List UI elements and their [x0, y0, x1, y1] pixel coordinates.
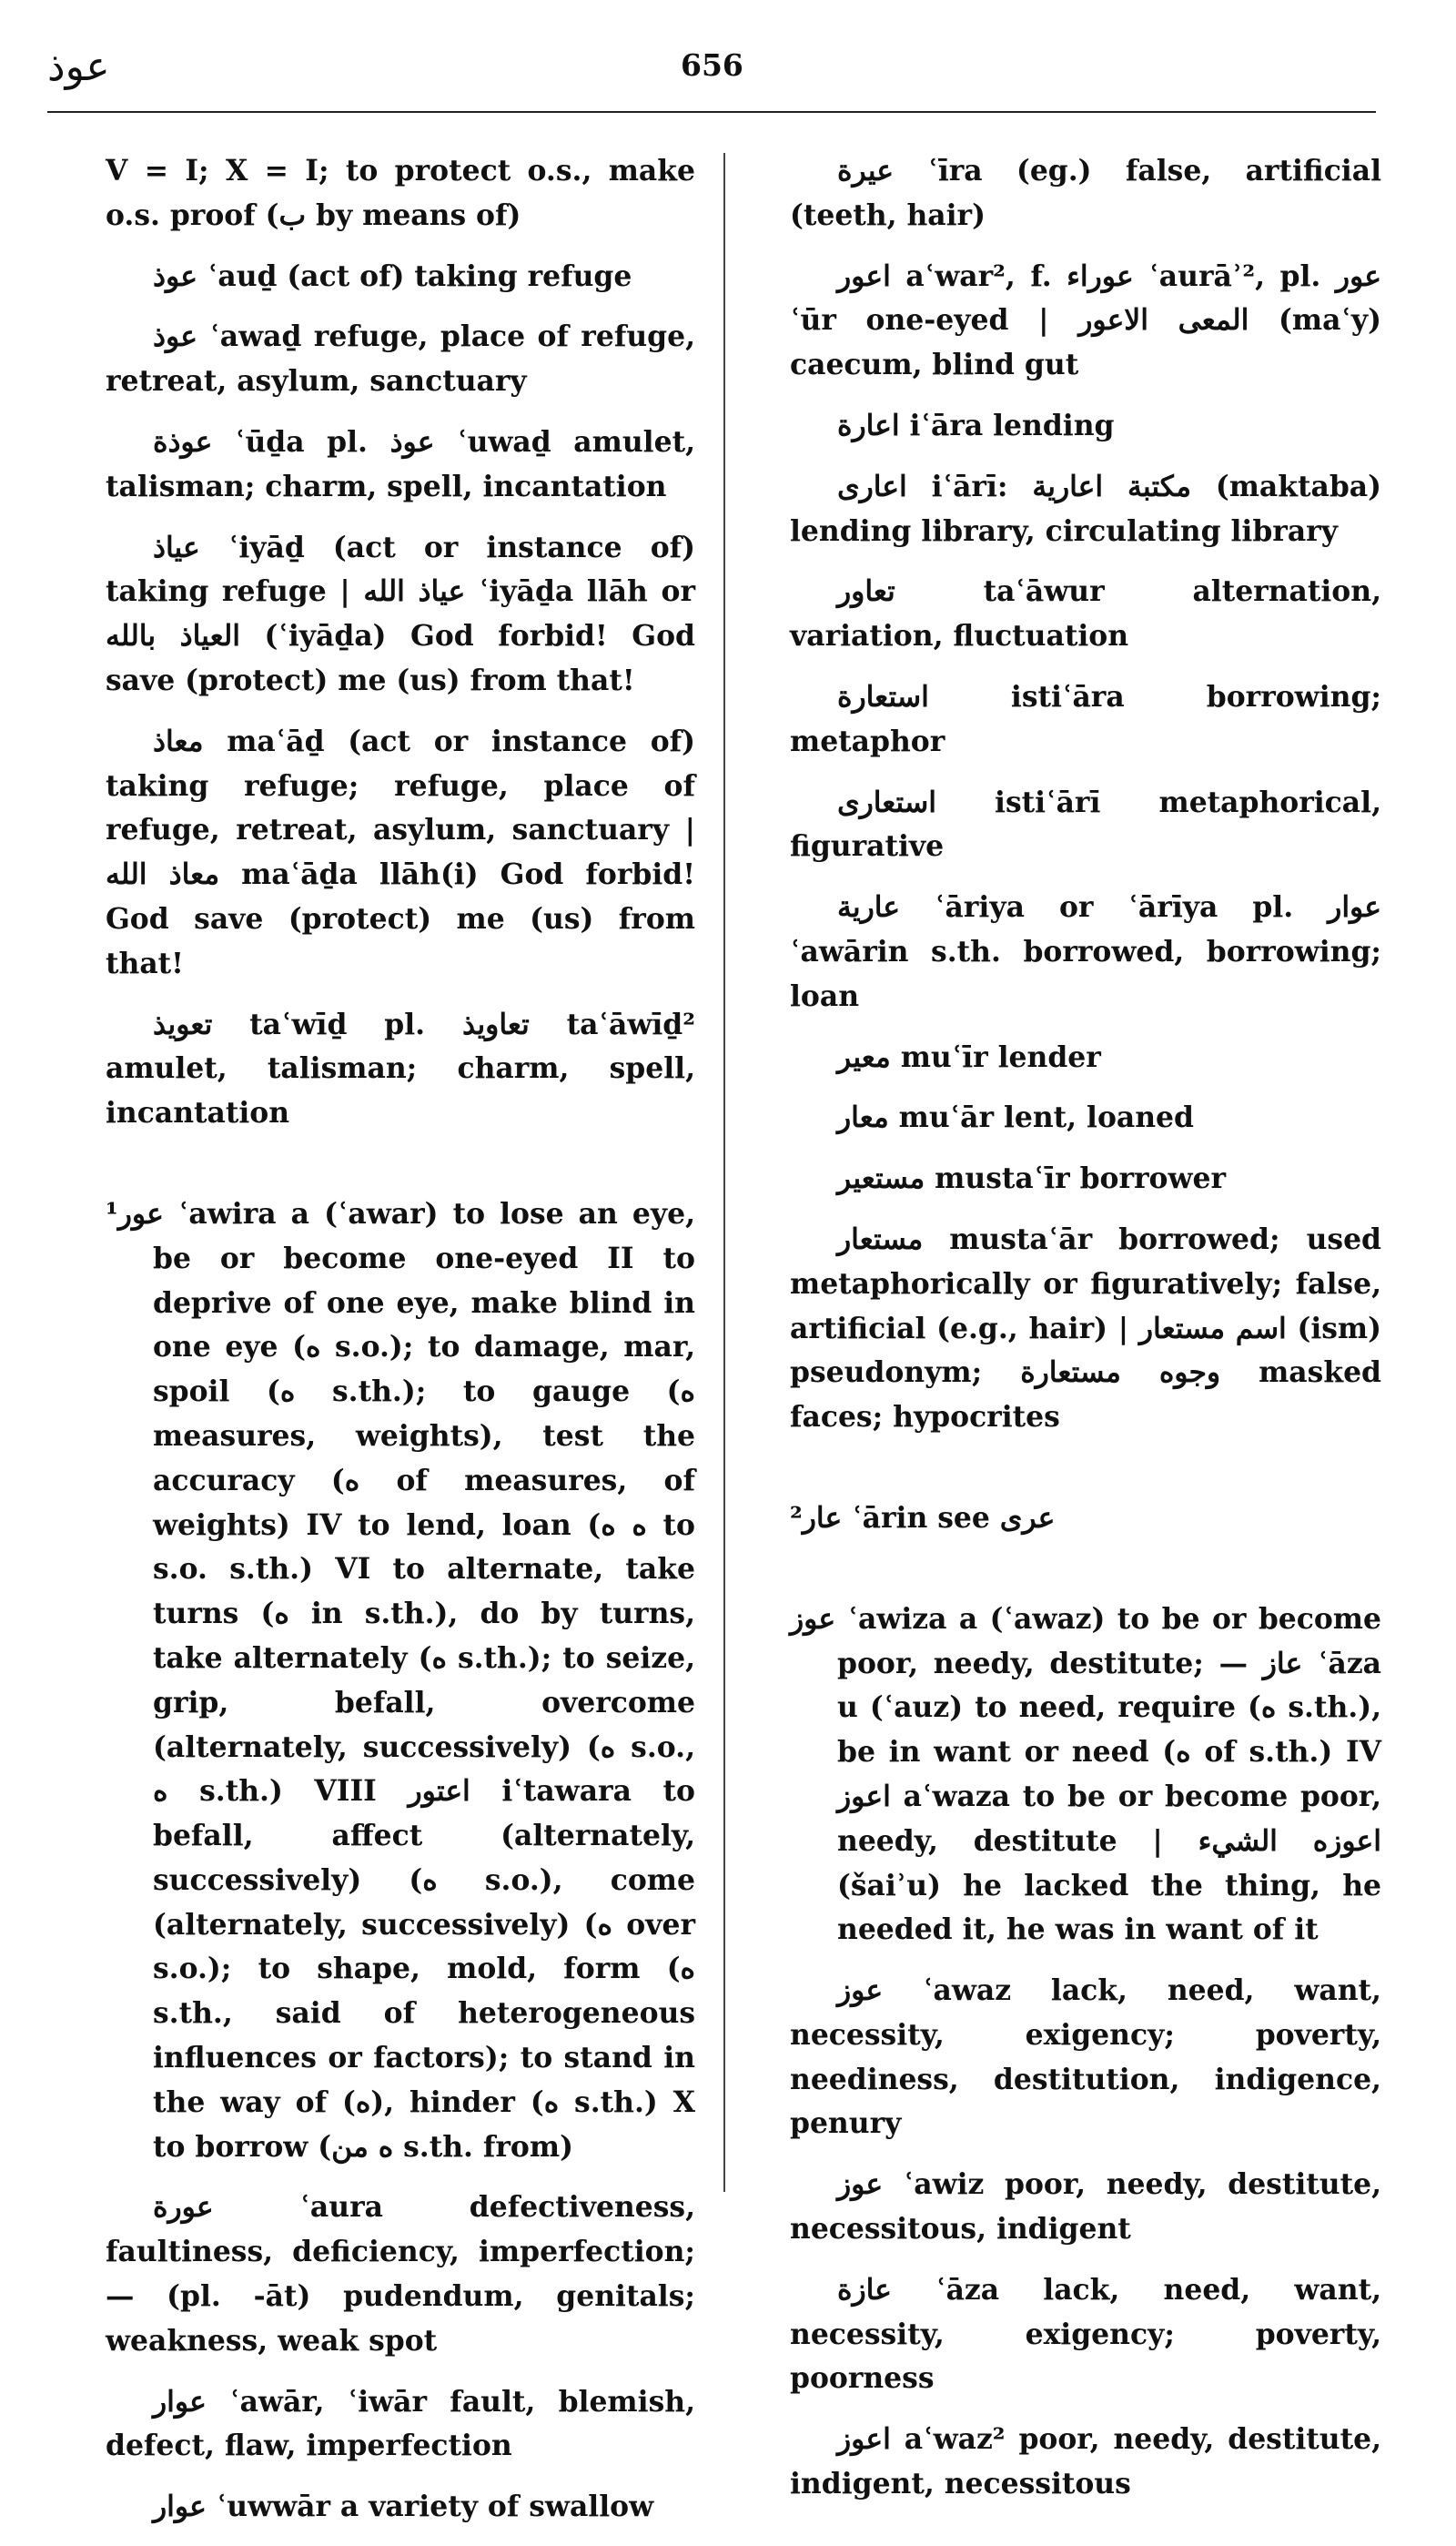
derived-entry: معار muʿār lent, loaned — [837, 1101, 1194, 1135]
column-divider — [723, 153, 725, 2192]
derived-entry: تعاور taʿāwur alternation, variation, fluctuation — [790, 575, 1381, 654]
derived-entry: اعارة iʿāra lending — [837, 409, 1115, 442]
header-rule — [47, 111, 1376, 113]
header-root-word: عوذ — [47, 44, 110, 90]
root-entry: ¹عور ʿawira a (ʿawar) to lose an eye, be or become one-eyed II to deprive of one eye, make blind in one eye (ه s.o.); to damage, mar, spoil (ه s.th.); to gauge (ه measures, weights), test the accuracy (ه of measures, of weights) IV to lend, loan (ه ه to s.o. s.th.) VI to alternate, take turns (ه in s.th.), do by turns, take alternately (ه s.th.); to seize, grip, befall, overcome (alternately, successively) (ه s.o., ه s.th.) VIII اعتور iʿtawara to befall, affect (alternately, successively) (ه s.o.), come (alternately, successively) (ه over s.o.); to shape, mold, form (ه s.th., said of heterogeneous influences or factors); to stand in the way of (ه), hinder (ه s.th.) X to borrow (ه من s.th. from) — [106, 1197, 695, 2164]
derived-entry: عوذ ʿauḏ (act of) taking refuge — [153, 259, 632, 293]
derived-entry: عوز ʿawiz poor, needy, destitute, necessitous, indigent — [790, 2168, 1381, 2247]
derived-entry: عازة ʿāza lack, need, want, necessity, exigency; poverty, poorness — [790, 2273, 1381, 2396]
derived-entry: عوار ʿuwwār a variety of swallow — [153, 2490, 654, 2524]
derived-entry: معير muʿīr lender — [837, 1040, 1101, 1074]
derived-entry: عوار ʿawār, ʿiwār fault, blemish, defect, flaw, imperfection — [106, 2385, 695, 2463]
right-column — [790, 149, 1381, 2523]
derived-entry: استعارة istiʿāra borrowing; metaphor — [790, 680, 1381, 758]
entry-gap — [790, 1456, 1381, 1496]
entry-gap — [790, 1557, 1381, 1598]
left-column — [106, 149, 695, 2546]
derived-entry: عورة ʿaura defectiveness, faultiness, deficiency, imperfection; — (pl. -āt) pudendum, genitals; weakness, weak spot — [106, 2191, 695, 2358]
root-entry: ²عار ʿārin see عرى — [790, 1501, 1056, 1535]
derived-entry: مستعار mustaʿār borrowed; used metaphorically or figuratively; false, artificial (e.g., hair) | اسم مستعار (ism) pseudonym; وجوه مستعارة masked faces; hypocrites — [790, 1222, 1381, 1435]
page-number: 656 — [681, 47, 743, 83]
entry-continuation: V = I; X = I; to protect o.s., make o.s. proof (ب by means of) — [106, 155, 695, 232]
entry-gap — [106, 1152, 695, 1192]
derived-entry: اعور aʿwar², f. عوراء ʿaurāʾ², pl. عور ʿūr one-eyed | المعى الاعور (maʿy) caecum, blind gut — [790, 259, 1381, 382]
derived-entry: استعارى istiʿārī metaphorical, figurative — [790, 786, 1381, 864]
derived-entry: تعويذ taʿwīḏ pl. تعاويذ taʿāwīḏ² amulet, talisman; charm, spell, incantation — [106, 1008, 695, 1131]
derived-entry: عوز ʿawaz lack, need, want, necessity, exigency; poverty, neediness, destitution, indigence, penury — [790, 1974, 1381, 2141]
derived-entry: عيرة ʿīra (eg.) false, artificial (teeth, hair) — [790, 155, 1381, 232]
derived-entry: مستعير mustaʿīr borrower — [837, 1162, 1227, 1196]
derived-entry: عارية ʿāriya or ʿārīya pl. عوار ʿawārin s.th. borrowed, borrowing; loan — [790, 891, 1381, 1013]
root-entry: عوز ʿawiza a (ʿawaz) to be or become poor, needy, destitute; — عاز ʿāza u (ʿauz) to need, require (ه s.th.), be in want or need (ه of s.th.) IV اعوز aʿwaza to be or become poor, needy, destitute | اعوزه الشيء (šaiʾu) he lacked the thing, he needed it, he was in want of it — [790, 1602, 1382, 1947]
derived-entry: اعارى iʿārī: مكتبة اعارية (maktaba) lending library, circulating library — [790, 470, 1381, 548]
derived-entry: اعوز aʿwaz² poor, needy, destitute, indigent, necessitous — [790, 2423, 1381, 2501]
derived-entry: معاذ maʿāḏ (act or instance of) taking refuge; refuge, place of refuge, retreat, asylum, sanctuary | معاذ الله maʿāḏa llāh(i) God forbid! God save (protect) me (us) from that! — [106, 725, 696, 980]
derived-entry: عوذة ʿūḏa pl. عوذ ʿuwaḏ amulet, talisman; charm, spell, incantation — [106, 425, 696, 503]
derived-entry: عياذ ʿiyāḏ (act or instance of) taking refuge | عياذ الله ʿiyāḏa llāh or العياذ بالله (ʿiyāḏa) God forbid! God save (protect) me (us) from that! — [106, 531, 696, 697]
derived-entry: عوذ ʿawaḏ refuge, place of refuge, retreat, asylum, sanctuary — [106, 320, 695, 399]
